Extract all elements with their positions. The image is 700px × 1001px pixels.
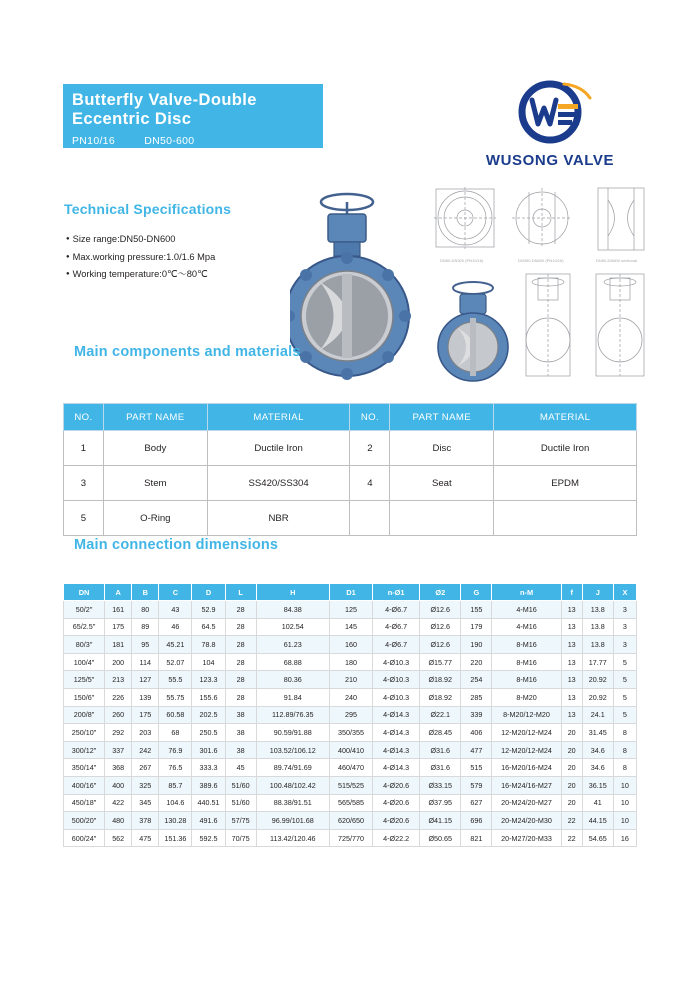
- cell: 20-M27/20-M33: [492, 829, 561, 847]
- cell: 38: [225, 741, 256, 759]
- title-line-2: Eccentric Disc: [72, 110, 192, 128]
- cell: 13: [561, 653, 582, 671]
- cell: 13: [561, 706, 582, 724]
- cell: 242: [132, 741, 159, 759]
- brand-name: WUSONG VALVE: [485, 152, 615, 169]
- col-header-material: MATERIAL: [207, 404, 350, 431]
- size-range: DN50-600: [144, 135, 195, 147]
- cell: 301.6: [192, 741, 225, 759]
- components-table: [63, 403, 637, 536]
- cell: Ø18.92: [420, 688, 461, 706]
- cell: Stem: [103, 466, 207, 501]
- cell: 38: [225, 706, 256, 724]
- cell: 368: [105, 759, 132, 777]
- cell: 325: [132, 776, 159, 794]
- cell: 113.42/120.46: [256, 829, 329, 847]
- cell: 20-M24/20-M27: [492, 794, 561, 812]
- cell: 260: [105, 706, 132, 724]
- dim-col-header-j: J: [582, 584, 613, 601]
- cell: 440.51: [192, 794, 225, 812]
- cell: 400/410: [329, 741, 372, 759]
- cell: 13.8: [582, 636, 613, 654]
- cell: 4-M16: [492, 601, 561, 619]
- cell: 68.88: [256, 653, 329, 671]
- cell: 592.5: [192, 829, 225, 847]
- tech-spec-list: [66, 231, 215, 284]
- cell: 161: [105, 601, 132, 619]
- dim-col-header-c: C: [159, 584, 192, 601]
- cell: 725/770: [329, 829, 372, 847]
- cell: 103.52/106.12: [256, 741, 329, 759]
- components-heading: Main components and materials: [74, 344, 301, 360]
- cell: 4-Ø22.2: [373, 829, 420, 847]
- title-subtitle: [72, 135, 323, 147]
- cell: 627: [461, 794, 492, 812]
- cell: [390, 501, 494, 536]
- cell: 91.84: [256, 688, 329, 706]
- cell: 155.6: [192, 688, 225, 706]
- col-header-part-name: PART NAME: [390, 404, 494, 431]
- cell: NBR: [207, 501, 350, 536]
- cell: 20: [561, 776, 582, 794]
- col-header-no: NO.: [350, 404, 390, 431]
- dimensions-body: [64, 601, 637, 847]
- cell: 130.28: [159, 812, 192, 830]
- tech-spec-item: ● Max.working pressure:1.0/1.6 Mpa: [66, 249, 215, 267]
- dim-col-header-d: D: [192, 584, 225, 601]
- cell: 20.92: [582, 671, 613, 689]
- cell: 350/14'': [64, 759, 105, 777]
- cell: 68: [159, 724, 192, 742]
- dimensions-table: [63, 583, 637, 847]
- cell: 4-Ø20.6: [373, 776, 420, 794]
- title-block: [63, 84, 323, 148]
- cell: 78.8: [192, 636, 225, 654]
- dimensions-heading: Main connection dimensions: [74, 537, 279, 553]
- cell: 89.74/91.69: [256, 759, 329, 777]
- cell: 378: [132, 812, 159, 830]
- cell: 515/525: [329, 776, 372, 794]
- cell: 43: [159, 601, 192, 619]
- product-illustrations: [290, 170, 670, 385]
- cell: 96.99/101.68: [256, 812, 329, 830]
- dim-col-header-g: G: [461, 584, 492, 601]
- cell: 220: [461, 653, 492, 671]
- cell: 350/355: [329, 724, 372, 742]
- cell: 46: [159, 618, 192, 636]
- cell: 565/585: [329, 794, 372, 812]
- cell: 210: [329, 671, 372, 689]
- cell: Ø33.15: [420, 776, 461, 794]
- dim-col-header-n1: n-Ø1: [373, 584, 420, 601]
- cell: 64.5: [192, 618, 225, 636]
- cell: Ø12.6: [420, 601, 461, 619]
- cell: 84.38: [256, 601, 329, 619]
- table-row: [64, 501, 637, 536]
- cell: 475: [132, 829, 159, 847]
- cell: 579: [461, 776, 492, 794]
- table-row: [64, 706, 637, 724]
- cell: 70/75: [225, 829, 256, 847]
- cell: 28: [225, 618, 256, 636]
- cell: 24.1: [582, 706, 613, 724]
- cell: 13: [561, 671, 582, 689]
- table-row: [64, 431, 637, 466]
- cell: 491.6: [192, 812, 225, 830]
- cell: 8-M16: [492, 671, 561, 689]
- cell: 127: [132, 671, 159, 689]
- cell: 3: [613, 601, 636, 619]
- cell: 52.07: [159, 653, 192, 671]
- cell: 190: [461, 636, 492, 654]
- cell: 3: [613, 636, 636, 654]
- title-line-1: Butterfly Valve-Double: [72, 91, 257, 109]
- cell: Ø41.15: [420, 812, 461, 830]
- tech-spec-item: ● Size range:DN50-DN600: [66, 231, 215, 249]
- cell: 295: [329, 706, 372, 724]
- cell: 240: [329, 688, 372, 706]
- cell: Ductile Iron: [494, 431, 637, 466]
- cell: 4-Ø20.6: [373, 794, 420, 812]
- cell: [494, 501, 637, 536]
- cell: 80/3'': [64, 636, 105, 654]
- cell: 181: [105, 636, 132, 654]
- cell: 4-Ø10.3: [373, 653, 420, 671]
- dim-col-header-l: L: [225, 584, 256, 601]
- cell: 203: [132, 724, 159, 742]
- cell: 80.36: [256, 671, 329, 689]
- cell: 28: [225, 671, 256, 689]
- cell: 139: [132, 688, 159, 706]
- cell: Ø37.95: [420, 794, 461, 812]
- cell: 180: [329, 653, 372, 671]
- cell: 28: [225, 636, 256, 654]
- cell: 400/16'': [64, 776, 105, 794]
- table-row: [64, 724, 637, 742]
- pressure-rating: PN10/16: [72, 135, 115, 147]
- cell: 12-M20/12-M24: [492, 724, 561, 742]
- cell: 55.5: [159, 671, 192, 689]
- cell: 60.58: [159, 706, 192, 724]
- cell: Ø50.65: [420, 829, 461, 847]
- cell: 300/12'': [64, 741, 105, 759]
- cell: 4-Ø14.3: [373, 706, 420, 724]
- cell: 155: [461, 601, 492, 619]
- valve-photo-wafer: [438, 282, 508, 381]
- cell: 175: [132, 706, 159, 724]
- cell: 4-Ø14.3: [373, 724, 420, 742]
- cell: 20: [561, 724, 582, 742]
- cell: 54.65: [582, 829, 613, 847]
- cell: 450/18'': [64, 794, 105, 812]
- dimensions-header-row: [64, 584, 637, 601]
- table-row: [64, 653, 637, 671]
- cell: 88.38/91.51: [256, 794, 329, 812]
- cell: 36.15: [582, 776, 613, 794]
- cell: 13: [561, 636, 582, 654]
- table-row: [64, 688, 637, 706]
- cell: [350, 501, 390, 536]
- cell: 515: [461, 759, 492, 777]
- cell: Ø31.6: [420, 741, 461, 759]
- cell: Ductile Iron: [207, 431, 350, 466]
- drawing-captions: [440, 258, 637, 263]
- cell: 562: [105, 829, 132, 847]
- cell: 4-Ø14.3: [373, 741, 420, 759]
- cell: 31.45: [582, 724, 613, 742]
- cell: 90.59/91.88: [256, 724, 329, 742]
- cell: 5: [613, 653, 636, 671]
- dim-col-header-nm: n-M: [492, 584, 561, 601]
- cell: Ø28.45: [420, 724, 461, 742]
- dim-col-header-dn: DN: [64, 584, 105, 601]
- cell: 45.21: [159, 636, 192, 654]
- cell: 89: [132, 618, 159, 636]
- cell: 100.48/102.42: [256, 776, 329, 794]
- cell: 3: [613, 618, 636, 636]
- cell: Ø12.6: [420, 618, 461, 636]
- components-header-row: [64, 404, 637, 431]
- cell: 422: [105, 794, 132, 812]
- cell: 45: [225, 759, 256, 777]
- cell: Ø18.92: [420, 671, 461, 689]
- cell: 160: [329, 636, 372, 654]
- cell: 285: [461, 688, 492, 706]
- cell: 22: [561, 829, 582, 847]
- cell: 4-M16: [492, 618, 561, 636]
- cell: 51/60: [225, 776, 256, 794]
- cell: 65/2.5'': [64, 618, 105, 636]
- cell: 112.89/76.35: [256, 706, 329, 724]
- cell: 8-M16: [492, 653, 561, 671]
- dim-col-header-d1: D1: [329, 584, 372, 601]
- cell: 17.77: [582, 653, 613, 671]
- cell: 175: [105, 618, 132, 636]
- cell: 125: [329, 601, 372, 619]
- tech-spec-heading: Technical Specifications: [64, 201, 232, 217]
- cell: 406: [461, 724, 492, 742]
- cell: 13: [561, 618, 582, 636]
- table-row: [64, 466, 637, 501]
- cell: 4-Ø6.7: [373, 618, 420, 636]
- cell: 16: [613, 829, 636, 847]
- table-row: [64, 636, 637, 654]
- table-row: [64, 618, 637, 636]
- dim-col-header-x: X: [613, 584, 636, 601]
- cell: 200: [105, 653, 132, 671]
- dim-col-header-h: H: [256, 584, 329, 601]
- cell: 51/60: [225, 794, 256, 812]
- col-header-material: MATERIAL: [494, 404, 637, 431]
- dim-col-header-a: A: [105, 584, 132, 601]
- cell: 4-Ø6.7: [373, 636, 420, 654]
- table-row: [64, 829, 637, 847]
- cell: 20-M24/20-M30: [492, 812, 561, 830]
- cell: 95: [132, 636, 159, 654]
- cell: 337: [105, 741, 132, 759]
- cell: 3: [64, 466, 104, 501]
- cell: 254: [461, 671, 492, 689]
- table-row: [64, 776, 637, 794]
- table-row: [64, 741, 637, 759]
- valve-photo-main: [290, 194, 411, 380]
- cell: 34.6: [582, 741, 613, 759]
- cell: 61.23: [256, 636, 329, 654]
- cell: 250/10'': [64, 724, 105, 742]
- cell: 20: [561, 759, 582, 777]
- dim-col-header-2: Ø2: [420, 584, 461, 601]
- cell: 8: [613, 759, 636, 777]
- tech-spec-item: ● Working temperature:0℃～80℃: [66, 266, 215, 284]
- cell: 202.5: [192, 706, 225, 724]
- cell: 114: [132, 653, 159, 671]
- cell: 125/5'': [64, 671, 105, 689]
- cell: 460/470: [329, 759, 372, 777]
- cell: 179: [461, 618, 492, 636]
- cell: 34.6: [582, 759, 613, 777]
- cell: 22: [561, 812, 582, 830]
- cell: 20: [561, 741, 582, 759]
- cell: 821: [461, 829, 492, 847]
- cell: 57/75: [225, 812, 256, 830]
- cell: Seat: [390, 466, 494, 501]
- cell: 10: [613, 776, 636, 794]
- cell: 85.7: [159, 776, 192, 794]
- cell: 4-Ø10.3: [373, 671, 420, 689]
- cell: 696: [461, 812, 492, 830]
- cell: Ø12.6: [420, 636, 461, 654]
- cell: 4: [350, 466, 390, 501]
- cell: 480: [105, 812, 132, 830]
- cell: 28: [225, 688, 256, 706]
- cell: SS420/SS304: [207, 466, 350, 501]
- cell: 1: [64, 431, 104, 466]
- cell: 145: [329, 618, 372, 636]
- cell: 4-Ø6.7: [373, 601, 420, 619]
- cell: 16-M24/16-M27: [492, 776, 561, 794]
- table-row: [64, 794, 637, 812]
- cell: 102.54: [256, 618, 329, 636]
- cell: 5: [613, 688, 636, 706]
- cell: 4-Ø10.3: [373, 688, 420, 706]
- cell: 8-M20: [492, 688, 561, 706]
- cell: 5: [64, 501, 104, 536]
- cell: 100/4'': [64, 653, 105, 671]
- cell: 13.8: [582, 601, 613, 619]
- dimension-drawings: [526, 274, 644, 376]
- col-header-no: NO.: [64, 404, 104, 431]
- svg-text:DN350-DN600 (PN10/16): DN350-DN600 (PN10/16): [518, 258, 564, 263]
- cell: 400: [105, 776, 132, 794]
- cell: 20: [561, 794, 582, 812]
- cell: EPDM: [494, 466, 637, 501]
- cell: 38: [225, 724, 256, 742]
- cell: 80: [132, 601, 159, 619]
- cell: 477: [461, 741, 492, 759]
- cell: 28: [225, 653, 256, 671]
- cell: Ø15.77: [420, 653, 461, 671]
- cell: 28: [225, 601, 256, 619]
- cell: 123.3: [192, 671, 225, 689]
- cell: 333.3: [192, 759, 225, 777]
- cell: 267: [132, 759, 159, 777]
- cell: 5: [613, 671, 636, 689]
- cell: 150/6'': [64, 688, 105, 706]
- cell: 213: [105, 671, 132, 689]
- cell: 226: [105, 688, 132, 706]
- cell: 41: [582, 794, 613, 812]
- cell: 55.75: [159, 688, 192, 706]
- cell: O-Ring: [103, 501, 207, 536]
- cell: Ø22.1: [420, 706, 461, 724]
- cell: Body: [103, 431, 207, 466]
- cell: 8: [613, 724, 636, 742]
- cell: 10: [613, 812, 636, 830]
- table-row: [64, 671, 637, 689]
- cell: 76.9: [159, 741, 192, 759]
- cell: 600/24'': [64, 829, 105, 847]
- col-header-part-name: PART NAME: [103, 404, 207, 431]
- svg-text:DN50-DN300 (PN10/16): DN50-DN300 (PN10/16): [440, 258, 484, 263]
- brand-logo: [455, 78, 645, 169]
- cell: 10: [613, 794, 636, 812]
- cell: 250.5: [192, 724, 225, 742]
- cell: 44.15: [582, 812, 613, 830]
- cell: 151.36: [159, 829, 192, 847]
- cell: 8-M20/12-M20: [492, 706, 561, 724]
- cell: 13: [561, 688, 582, 706]
- cell: 104: [192, 653, 225, 671]
- cell: 20.92: [582, 688, 613, 706]
- cell: 52.9: [192, 601, 225, 619]
- logo-mark-icon: [502, 78, 598, 146]
- cell: 200/8'': [64, 706, 105, 724]
- cell: Disc: [390, 431, 494, 466]
- table-row: [64, 812, 637, 830]
- cell: 5: [613, 706, 636, 724]
- dim-col-header-b: B: [132, 584, 159, 601]
- cell: 13.8: [582, 618, 613, 636]
- cell: Ø31.6: [420, 759, 461, 777]
- cell: 16-M20/16-M24: [492, 759, 561, 777]
- technical-drawing-row: [434, 187, 644, 250]
- cell: 76.5: [159, 759, 192, 777]
- cell: 292: [105, 724, 132, 742]
- cell: 389.6: [192, 776, 225, 794]
- cell: 104.6: [159, 794, 192, 812]
- cell: 12-M20/12-M24: [492, 741, 561, 759]
- svg-text:DN50-DN600 sectional: DN50-DN600 sectional: [596, 258, 637, 263]
- table-row: [64, 601, 637, 619]
- cell: 8-M16: [492, 636, 561, 654]
- cell: 500/20'': [64, 812, 105, 830]
- cell: 50/2'': [64, 601, 105, 619]
- dim-col-header-f: f: [561, 584, 582, 601]
- cell: 13: [561, 601, 582, 619]
- cell: 4-Ø14.3: [373, 759, 420, 777]
- table-row: [64, 759, 637, 777]
- cell: 339: [461, 706, 492, 724]
- cell: 345: [132, 794, 159, 812]
- cell: 2: [350, 431, 390, 466]
- cell: 620/650: [329, 812, 372, 830]
- cell: 8: [613, 741, 636, 759]
- cell: 4-Ø20.6: [373, 812, 420, 830]
